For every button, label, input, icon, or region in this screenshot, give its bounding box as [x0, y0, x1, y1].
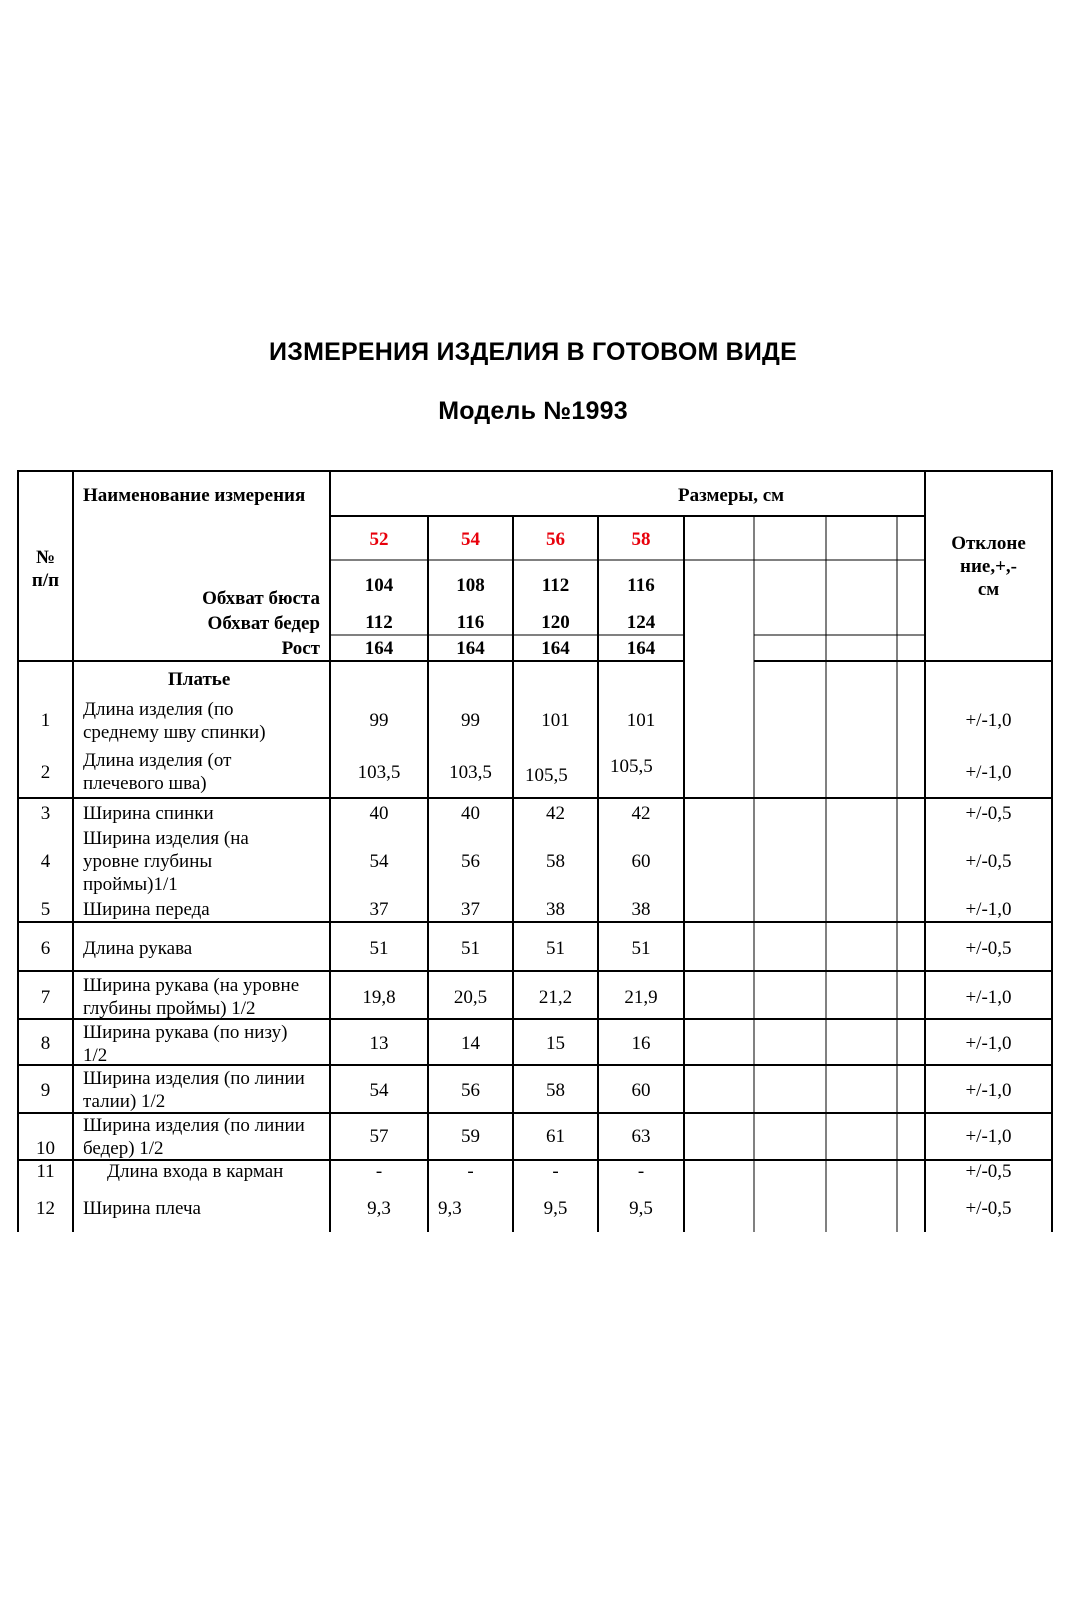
row-label-line: глубины проймы) 1/2	[83, 998, 256, 1019]
row-value: 105,5	[610, 756, 653, 777]
row-label	[83, 1067, 305, 1113]
row-number: 2	[40, 762, 51, 783]
section-title: Платье	[168, 669, 231, 690]
row-value: 14	[461, 1033, 480, 1054]
row-value: 60	[631, 851, 651, 872]
row-value: 99	[461, 710, 480, 731]
row-value: 9,3	[438, 1198, 462, 1219]
row-deviation: +/-0,5	[965, 1161, 1012, 1182]
row-label: Ширина спинки	[83, 803, 214, 824]
row-deviation: +/-1,0	[965, 899, 1012, 920]
row-value: -	[552, 1161, 559, 1182]
model-title: Модель №1993	[438, 397, 628, 425]
row-label: Ширина переда	[83, 899, 210, 920]
row-value: 58	[546, 851, 565, 872]
row-value: -	[375, 1161, 383, 1182]
row-value: 99	[369, 710, 389, 731]
hips-value: 124	[626, 612, 656, 633]
row-value: 63	[631, 1126, 651, 1147]
row-label-line: Ширина изделия (по линии	[83, 1115, 305, 1136]
row-value: 9,3	[367, 1198, 391, 1219]
row-label-line: талии) 1/2	[83, 1091, 166, 1112]
row-deviation: +/-0,5	[965, 938, 1012, 959]
height-value: 164	[626, 638, 656, 659]
row-deviation: +/-0,5	[965, 851, 1012, 872]
bust-label: Обхват бюста	[202, 588, 320, 609]
row-label-line: Ширина рукава (на уровне	[83, 975, 300, 996]
size-56: 56	[546, 529, 565, 550]
row-value: 103,5	[357, 762, 401, 783]
height-value: 164	[364, 638, 394, 659]
row-value: 101	[541, 710, 570, 731]
row-value: 40	[461, 803, 480, 824]
row-label	[83, 749, 231, 795]
row-value: 51	[631, 938, 651, 959]
row-value: 21,9	[624, 987, 658, 1008]
row-label-line: Ширина рукава (по низу)	[83, 1022, 288, 1043]
row-value: 21,2	[538, 987, 573, 1008]
row-value: 38	[546, 899, 565, 920]
row-value: 51	[546, 938, 565, 959]
row-deviation: +/-0,5	[965, 1198, 1012, 1219]
row-label-line: уровне глубины	[83, 851, 213, 872]
deviation-header-line3: см	[977, 579, 1000, 600]
hips-value: 120	[541, 612, 570, 633]
row-value: 58	[546, 1080, 565, 1101]
row-label-line: среднему шву спинки)	[83, 722, 266, 743]
row-value: 9,5	[543, 1198, 568, 1219]
row-value: 54	[369, 1080, 389, 1101]
row-value: 37	[461, 899, 480, 920]
deviation-header-line2: ние,+,-	[960, 556, 1017, 577]
row-number: 12	[36, 1198, 55, 1219]
row-label	[83, 1021, 287, 1067]
measure-name-header: Наименование измерения	[83, 485, 306, 506]
height-label: Рост	[281, 638, 320, 659]
num-header-top: №	[35, 547, 56, 568]
row-label	[83, 827, 249, 896]
bust-value: 116	[627, 575, 655, 596]
row-value: 51	[461, 938, 480, 959]
row-label-line: Ширина изделия (по линии	[83, 1068, 305, 1089]
row-value: 54	[369, 851, 389, 872]
row-label-line: Длина изделия (от	[83, 750, 232, 771]
row-number: 4	[40, 851, 51, 872]
row-value: 101	[626, 710, 656, 731]
row-number: 5	[40, 899, 51, 920]
row-value: 103,5	[449, 762, 492, 783]
row-value: 105,5	[525, 765, 568, 786]
bust-value: 108	[456, 575, 485, 596]
row-number: 7	[40, 987, 51, 1008]
row-number: 11	[36, 1161, 55, 1182]
row-number: 3	[40, 803, 51, 824]
row-deviation: +/-1,0	[965, 762, 1012, 783]
row-value: 13	[369, 1033, 389, 1054]
row-value: 57	[369, 1126, 389, 1147]
row-value: 51	[369, 938, 389, 959]
document-title: ИЗМЕРЕНИЯ ИЗДЕЛИЯ В ГОТОВОМ ВИДЕ	[269, 338, 797, 366]
row-number: 6	[40, 938, 51, 959]
row-label-line: 1/2	[83, 1045, 108, 1066]
row-value: 61	[546, 1126, 565, 1147]
row-label-line: плечевого шва)	[83, 773, 207, 794]
height-value: 164	[541, 638, 570, 659]
hips-value: 112	[365, 612, 393, 633]
row-value: 40	[369, 803, 389, 824]
row-label-line: бедер) 1/2	[83, 1138, 164, 1159]
row-label-line: проймы)1/1	[83, 874, 178, 895]
num-header-bottom: п/п	[31, 570, 60, 591]
bust-value: 104	[364, 575, 394, 596]
size-58: 58	[631, 529, 651, 550]
row-label	[83, 974, 299, 1020]
row-value: -	[637, 1161, 645, 1182]
row-label	[83, 1114, 305, 1160]
row-value: 60	[631, 1080, 651, 1101]
row-value: 16	[631, 1033, 651, 1054]
row-label-line: Длина изделия (по	[83, 699, 234, 720]
height-value: 164	[456, 638, 485, 659]
row-value: 37	[369, 899, 389, 920]
row-value: 9,5	[629, 1198, 653, 1219]
hips-label: Обхват бедер	[207, 613, 320, 634]
bust-value: 112	[541, 575, 570, 596]
row-label: Длина входа в карман	[107, 1161, 284, 1182]
row-value: 19,8	[362, 987, 396, 1008]
row-deviation: +/-0,5	[965, 803, 1012, 824]
row-label	[83, 698, 266, 744]
row-value: 42	[631, 803, 651, 824]
row-number: 8	[40, 1033, 51, 1054]
row-number: 9	[40, 1080, 51, 1101]
row-value: 42	[546, 803, 565, 824]
row-label: Длина рукава	[83, 938, 193, 959]
row-value: 20,5	[453, 987, 488, 1008]
row-label-line: Ширина изделия (на	[83, 828, 249, 849]
row-deviation: +/-1,0	[965, 987, 1012, 1008]
row-deviation: +/-1,0	[965, 1080, 1012, 1101]
row-value: -	[467, 1161, 474, 1182]
row-label: Ширина плеча	[83, 1198, 201, 1219]
deviation-header-line1: Отклоне	[951, 533, 1026, 554]
row-deviation: +/-1,0	[965, 1126, 1012, 1147]
size-54: 54	[461, 529, 480, 550]
sizes-title: Размеры, см	[678, 485, 785, 506]
row-value: 56	[461, 1080, 480, 1101]
row-value: 59	[461, 1126, 480, 1147]
row-value: 56	[461, 851, 480, 872]
row-value: 15	[546, 1033, 565, 1054]
row-number: 10	[36, 1138, 55, 1159]
row-number: 1	[40, 710, 51, 731]
hips-value: 116	[456, 612, 485, 633]
row-deviation: +/-1,0	[965, 1033, 1012, 1054]
row-value: 38	[631, 899, 651, 920]
row-deviation: +/-1,0	[965, 710, 1012, 731]
size-52: 52	[369, 529, 389, 550]
